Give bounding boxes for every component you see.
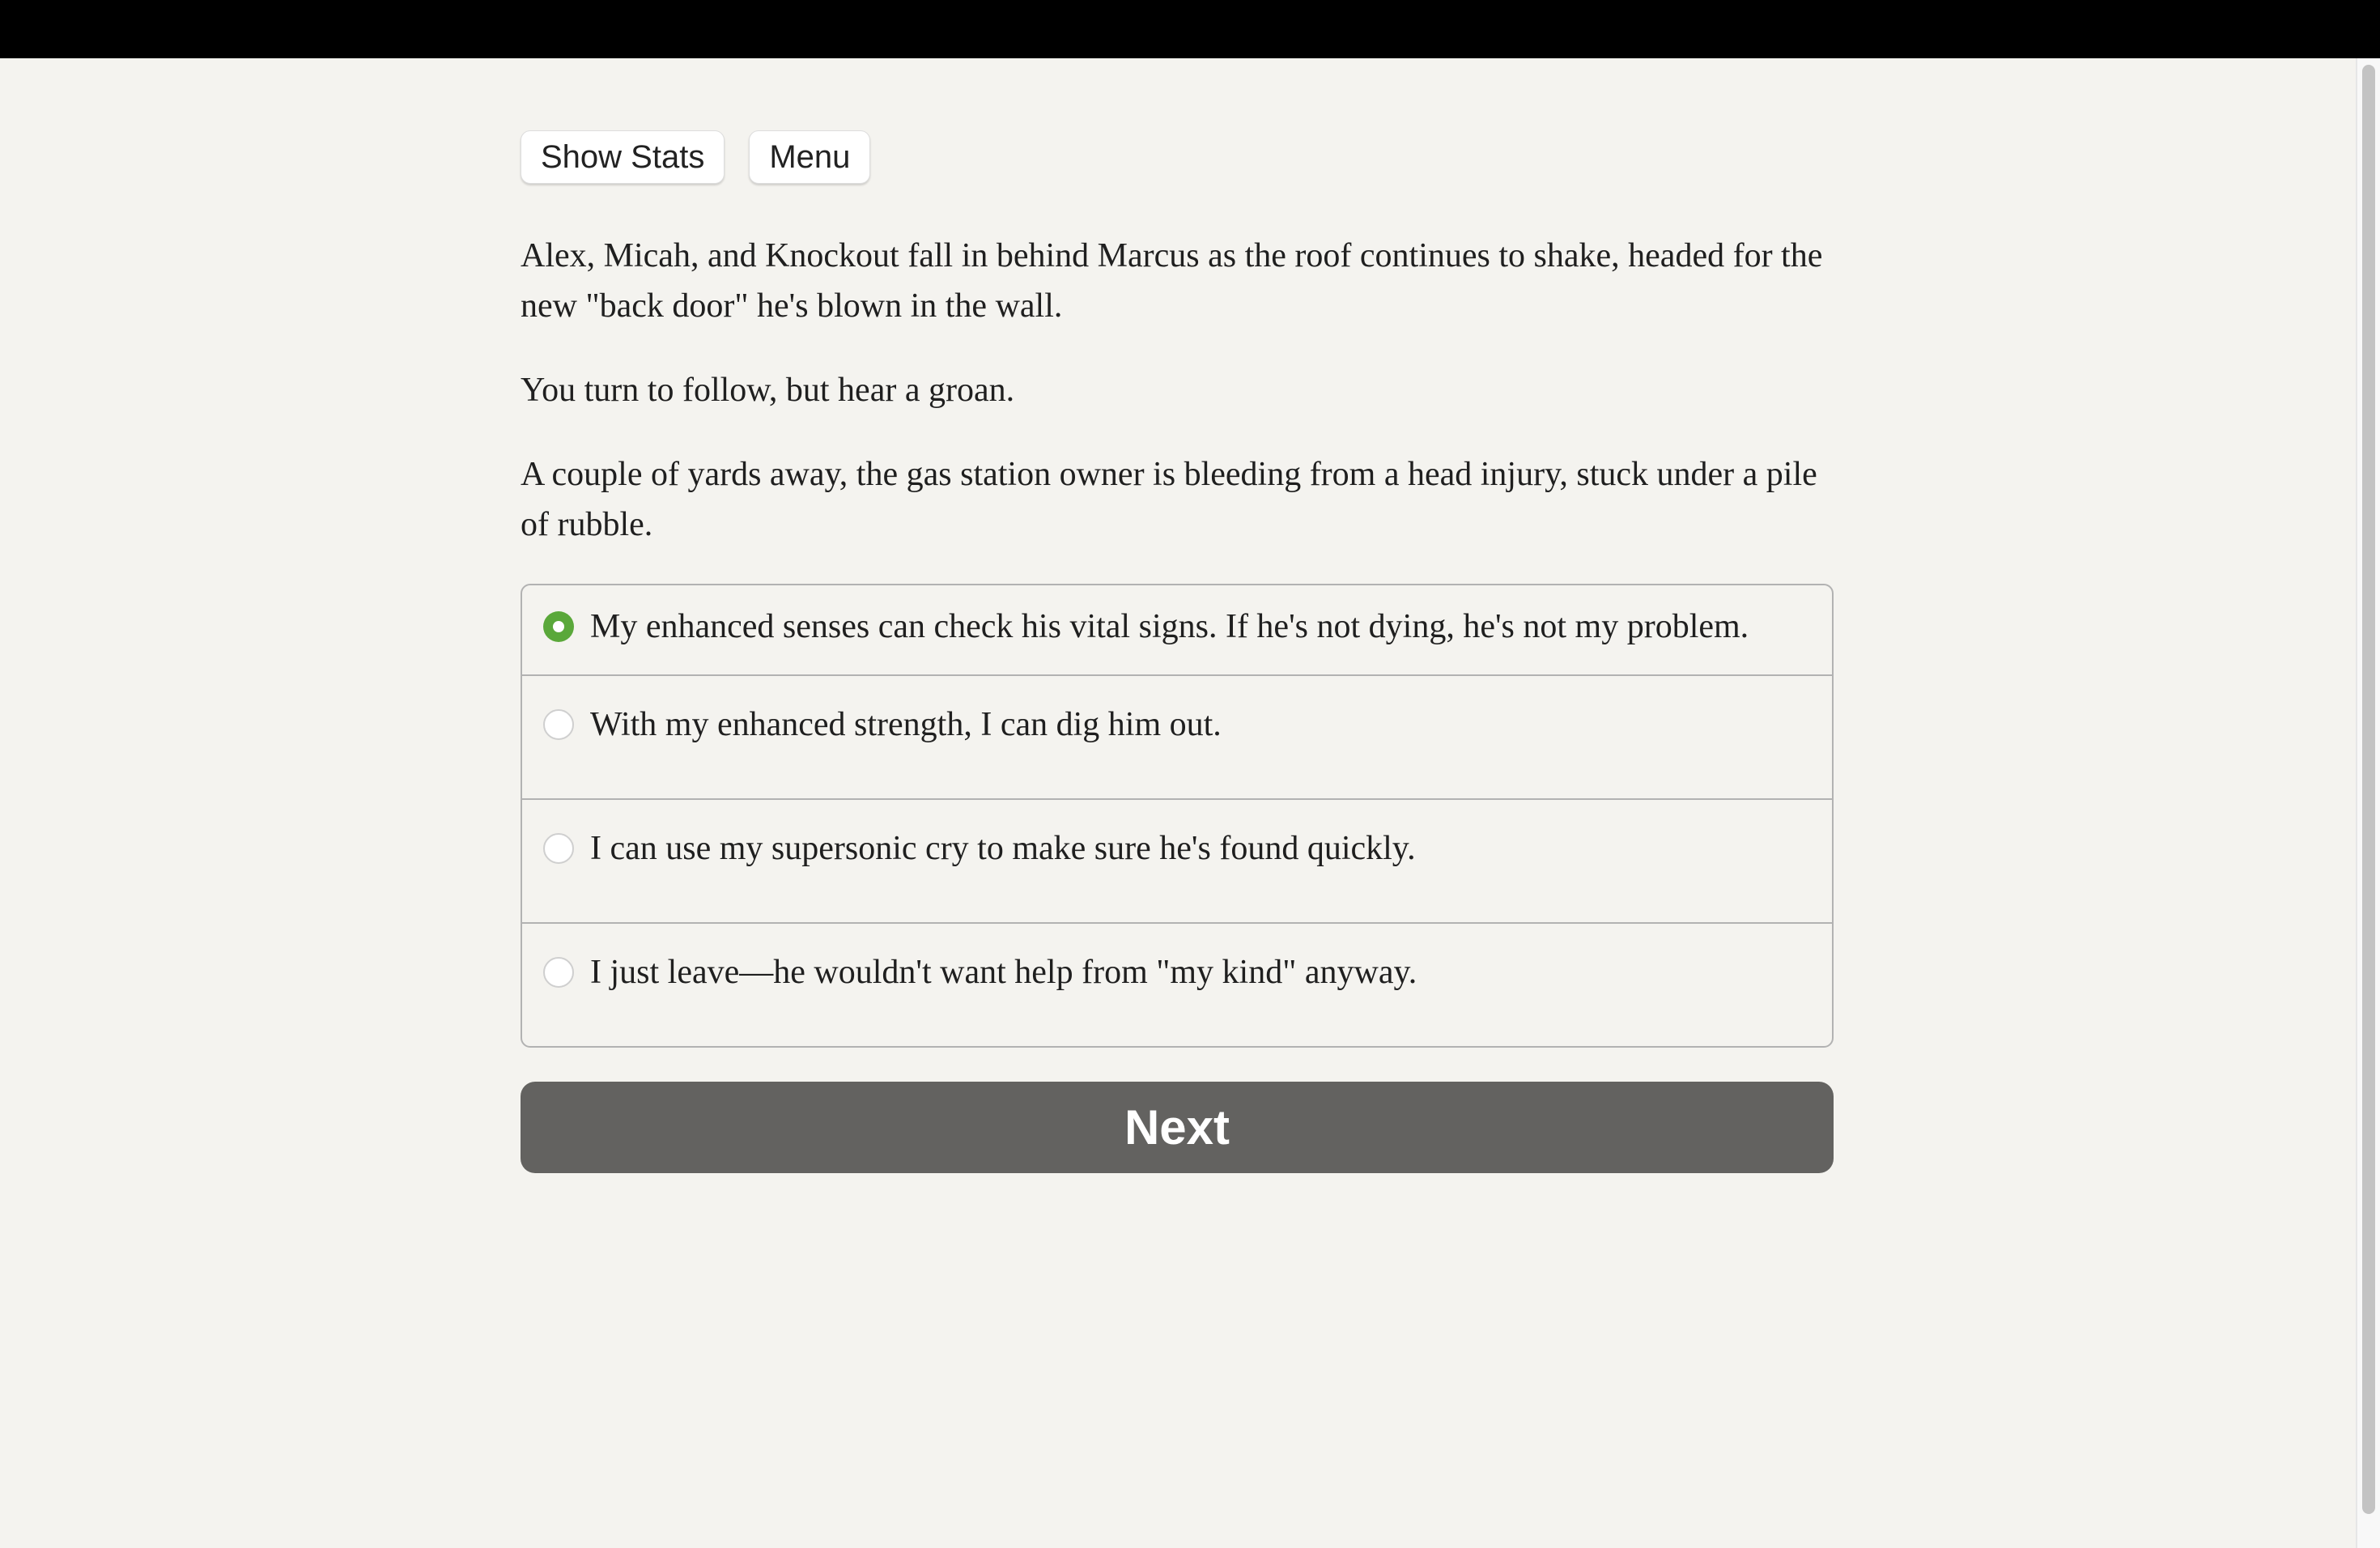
scrollbar-thumb[interactable] [2362,65,2375,1514]
radio-icon[interactable] [543,833,574,864]
choice-option[interactable] [522,585,1832,674]
choice-label: I can use my supersonic cry to make sure he's found quickly. [590,830,1416,867]
show-stats-button[interactable]: Show Stats [521,130,725,184]
story-paragraph: A couple of yards away, the gas station owner is bleeding from a head injury, stuck under a pile of rubble. [521,456,1817,543]
choice-label: I just leave—he wouldn't want help from "my kind" anyway. [590,954,1417,991]
story-paragraph: You turn to follow, but hear a groan. [521,372,1015,409]
window-top-bar [0,0,2380,58]
choice-label: My enhanced senses can check his vital signs. If he's not dying, he's not my problem. [590,608,1749,645]
choice-option[interactable] [522,674,1832,798]
radio-selected-icon[interactable] [543,611,574,642]
radio-icon[interactable] [543,709,574,740]
choice-option[interactable] [522,922,1832,1046]
toolbar [521,130,1834,182]
story-paragraph: Alex, Micah, and Knockout fall in behind Marcus as the roof continues to shake, headed for the new "back door" he's blown in the wall. [521,237,1823,325]
story-text [521,231,1834,550]
choice-option[interactable] [522,798,1832,922]
choice-list [521,584,1834,1048]
choice-label: With my enhanced strength, I can dig him out. [590,706,1222,743]
menu-button[interactable]: Menu [749,130,870,184]
radio-icon[interactable] [543,957,574,988]
next-button[interactable]: Next [521,1082,1834,1173]
game-content [521,130,1834,1173]
scrollbar[interactable] [2356,58,2380,1548]
